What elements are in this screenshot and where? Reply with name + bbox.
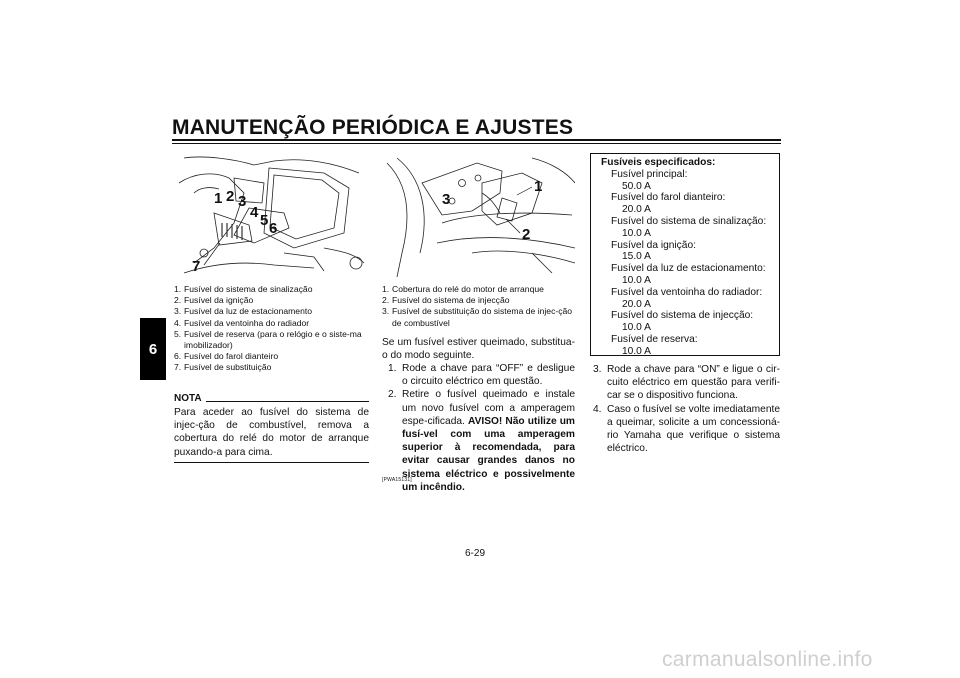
spec-item-label: Fusível da luz de estacionamento: xyxy=(611,263,766,275)
list-item: 1. Fusível do sistema de sinalização xyxy=(174,284,313,294)
spec-item-label: Fusível do sistema de sinalização: xyxy=(611,215,767,227)
callout-2: 2 xyxy=(522,226,531,243)
callout-1: 1 xyxy=(214,190,223,207)
fuse-box-caption-list xyxy=(174,284,370,374)
spec-item-value: 10.0 A xyxy=(622,322,651,334)
fuse-box-photo xyxy=(174,153,368,277)
callout-7: 7 xyxy=(192,258,201,275)
nota-rule xyxy=(206,401,369,402)
spec-item-value: 20.0 A xyxy=(622,298,651,310)
spec-title: Fusíveis especificados: xyxy=(601,157,716,168)
list-item: 4. Fusível da ventoinha do radiador xyxy=(174,317,310,328)
nota-label: NOTA xyxy=(174,393,202,404)
starter-relay-photo xyxy=(382,153,575,277)
callout-1: 1 xyxy=(534,178,543,195)
procedure-step: 3. Rode a chave para “ON” e ligue o cir-cuito eléctrico em questão para verifi-car se o dispositivo funciona. xyxy=(593,364,780,402)
title-rule-thin xyxy=(172,143,781,144)
page-title: MANUTENÇÃO PERIÓDICA E AJUSTES xyxy=(172,116,574,139)
callout-6: 6 xyxy=(269,220,278,237)
starter-relay-caption-list xyxy=(382,284,576,329)
list-item: 5. Fusível de reserva (para o relógio e o siste-ma imobilizador) xyxy=(174,328,362,351)
starter-relay-illustration xyxy=(382,153,575,277)
procedure-intro: Se um fusível estiver queimado, substitua-o do modo seguinte. xyxy=(382,337,575,362)
callout-2: 2 xyxy=(226,188,235,205)
spec-item-label: Fusível principal: xyxy=(611,168,688,180)
spec-item-label: Fusível da ventoinha do radiador: xyxy=(611,286,763,298)
spec-item-label: Fusível de reserva: xyxy=(611,333,698,345)
callout-3: 3 xyxy=(442,191,451,208)
nota-heading xyxy=(174,393,369,404)
procedure-step: 4. Caso o fusível se volte imediatamente a queimar, solicite a um concessioná-rio Yamaha que verifique o sistema eléctrico. xyxy=(593,403,780,455)
title-rule-thick xyxy=(172,139,781,141)
nota-end-rule xyxy=(174,462,369,463)
procedure-steps-middle xyxy=(382,362,575,494)
specified-fuses-box xyxy=(590,153,780,356)
spec-item-label: Fusível do farol dianteiro: xyxy=(611,192,726,204)
spec-item-value: 20.0 A xyxy=(622,204,651,216)
callout-5: 5 xyxy=(260,212,269,229)
warning-text: AVISO! Não utilize um fusí-vel com uma amperagem superior à recomendada, para evitar causar grandes danos no sistema eléctrico e possivelmente um incêndio. xyxy=(402,415,575,493)
watermark: carmanualsonline.info xyxy=(662,648,873,671)
list-item: 2. Fusível da ignição xyxy=(174,295,254,306)
spec-item-value: 10.0 A xyxy=(622,227,651,239)
spec-item-value: 15.0 A xyxy=(622,251,651,263)
fuse-box-illustration xyxy=(174,153,368,277)
spec-item-value: 10.0 A xyxy=(622,345,651,357)
list-item: 3. Fusível da luz de estacionamento xyxy=(174,306,313,317)
nota-text: Para aceder ao fusível do sistema de injec-ção de combustível, remova a cobertura do relé do motor de arranque puxando-a para cima. xyxy=(174,407,369,458)
spec-item-label: Fusível do sistema de injecção: xyxy=(611,310,754,322)
warning-code: [PWA15131] xyxy=(382,477,412,483)
spec-item-value: 10.0 A xyxy=(622,274,651,286)
procedure-steps-right xyxy=(587,363,780,455)
procedure-step: 2. Retire o fusível queimado e instale um novo fusível com a amperagem espe-cificada. AVISO! Não utilize um fusí-vel com uma amperagem superior à recomendada, para evitar causar grandes danos no sistema eléctrico e possivelmente um incêndio. xyxy=(388,389,575,493)
list-item: 3. Fusível de substituição do sistema de injec-ção de combustível xyxy=(382,306,573,328)
procedure-step: 1. Rode a chave para “OFF” e desligue o circuito eléctrico em questão. xyxy=(388,363,575,388)
spec-item-value: 50.0 A xyxy=(622,180,651,192)
list-item: 6. Fusível do farol dianteiro xyxy=(174,351,279,362)
list-item: 7. Fusível de substituição xyxy=(174,362,272,373)
callout-3: 3 xyxy=(238,193,247,210)
chapter-tab: 6 xyxy=(140,318,166,380)
list-item: 2. Fusível do sistema de injecção xyxy=(382,295,510,306)
callout-4: 4 xyxy=(250,204,259,221)
page-number: 6-29 xyxy=(465,548,486,559)
spec-item-label: Fusível da ignição: xyxy=(611,239,696,251)
list-item: 1. Cobertura do relé do motor de arranque xyxy=(382,284,544,294)
